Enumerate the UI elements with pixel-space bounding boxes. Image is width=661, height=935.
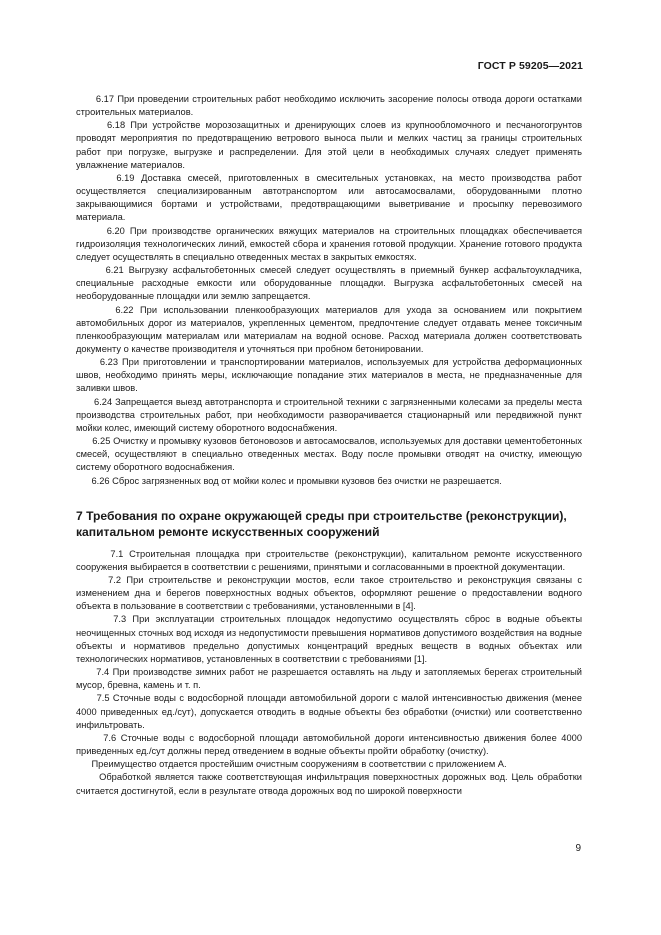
paragraph-6-24: 6.24 Запрещается выезд автотранспорта и строительной техники с загрязненными колесами за пределы места производства строительных работ, при необходимости разворачивается стационарный или передвижной пункт мойки колес, имеющий систему оборотного водоснабжения. — [76, 396, 585, 433]
paragraph-6-22: 6.22 При использовании пленкообразующих материалов для ухода за основанием или покрытием автомобильных дорог из материалов, укрепленных цементом, предпочтение следует отдавать менее токсичным пленкообразующим материалам или материалам на водной основе. Расход материала должен соответствовать документу о качестве производителя и уточняться при пробном бетонировании. — [76, 304, 585, 354]
paragraph-6-25: 6.25 Очистку и промывку кузовов бетоновозов и автосамосвалов, используемых для доставки цементобетонных смесей, осуществляют в специально отведенных местах. Воду после промывки отводят на очистку, имеющую систему оборотного водоснабжения. — [76, 436, 585, 473]
paragraph-treatment: Обработкой является также соответствующая инфильтрация поверхностных дорожных вод. Цель обработки считается достигнутой, если в результате отвода дорожных вод по широкой поверхности — [76, 772, 585, 796]
paragraph-6-20: 6.20 При производстве органических вяжущих материалов на строительных площадках обеспечивается гидроизоляция технологических линий, емкостей сбора и хранения готовой продукции. Хранение готового продукта следует осуществлять в специально отведенных местах в закрытых емкостях. — [76, 225, 585, 262]
paragraph-6-18: 6.18 При устройстве морозозащитных и дренирующих слоев из крупнообломочного и песчаногогрунтов проводят мероприятия по предотвращению ветрового выноса пыли и мелких частиц за границы строительных работ при погрузке, выгрузке и распределении. Для этой цели в необходимых случаях следует применять увлажнение материалов. — [76, 120, 585, 170]
document-code: ГОСТ Р 59205—2021 — [477, 60, 583, 72]
paragraph-7-6: 7.6 Сточные воды с водосборной площади автомобильной дороги интенсивностью движения более 4000 приведенных ед./сут должны перед отведением в водные объекты пройти обработку (очистку). — [76, 732, 585, 757]
paragraph-preference: Преимущество отдается простейшим очистным сооружениям в соответствии с приложением А. — [76, 759, 507, 770]
section-7-heading: 7 Требования по охране окружающей среды при строительстве (реконструкции), капитальном ремонте искусственных сооружений — [76, 508, 567, 539]
paragraph-7-5: 7.5 Сточные воды с водосборной площади автомобильной дороги с малой интенсивностью движения (менее 4000 приведенных ед./сут), допускается отводить в водные объекты без обработки (очистки) или соответственно инфильтровать. — [76, 693, 585, 730]
paragraph-7-3: 7.3 При эксплуатации строительных площадок недопустимо осуществлять сброс в водные объекты неочищенных сточных вод исходя из недопустимости превышения нормативов допустимого воздействия на водные объекты и нормативов предельно допустимых концентраций вредных веществ в водных объектах или технологических нормативов, установленных в соответствии с требованиями [1]. — [76, 614, 585, 664]
paragraph-7-2: 7.2 При строительстве и реконструкции мостов, если такое строительство и реконструкция связаны с изменением дна и берегов поверхностных водных объектов, оформляют решение о предоставлении водного объекта в пользование в соответствии с требованиями, установленными в [4]. — [76, 575, 585, 612]
paragraph-6-21: 6.21 Выгрузку асфальтобетонных смесей следует осуществлять в приемный бункер асфальтоукладчика, специальные расходные емкости или оборудованные площадки. Выгрузка асфальтобетонных смесей на необорудованные площадки или землю запрещается. — [76, 265, 585, 302]
paragraph-7-4: 7.4 При производстве зимних работ не разрешается оставлять на льду и затопляемых берегах строительный мусор, бревна, камень и т. п. — [76, 667, 585, 691]
paragraph-6-23: 6.23 При приготовлении и транспортировании материалов, используемых для устройства деформационных швов, необходимо принять меры, исключающие попадание этих материалов в места, не предназначенные для заливки швов. — [76, 357, 585, 394]
paragraph-6-17: 6.17 При проведении строительных работ необходимо исключить засорение полосы отвода дороги остатками строительных материалов. — [76, 94, 585, 118]
page-body — [76, 93, 585, 798]
paragraph-6-26: 6.26 Сброс загрязненных вод от мойки колес и промывки кузовов без очистки не разрешается. — [76, 475, 502, 486]
paragraph-6-19: 6.19 Доставка смесей, приготовленных в смесительных установках, на место производства работ осуществляется специализированным автотранспортом или автосамосвалами, оборудованными плотно закрывающимися бортами и устройствами, предотвращающими выветривание и просыпку перевозимого материала. — [76, 172, 585, 223]
page-number: 9 — [575, 843, 581, 854]
paragraph-7-1: 7.1 Строительная площадка при строительстве (реконструкции), капитальном ремонте искусственного сооружения выбирается в соответствии с решениями, принятыми и согласованными в проектной документации. — [76, 548, 585, 572]
